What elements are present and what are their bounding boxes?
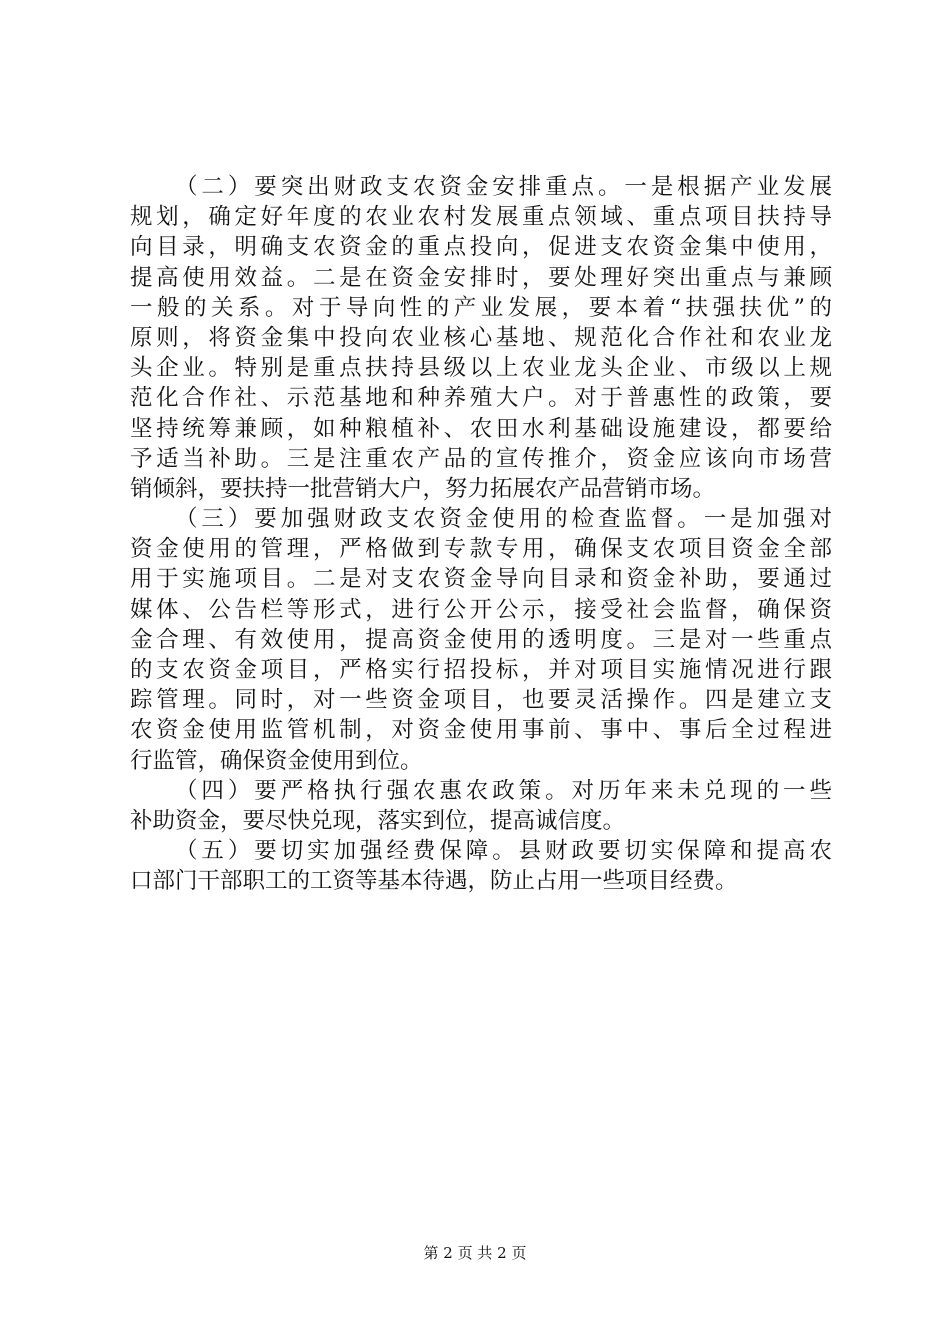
paragraph-line: 销倾斜，要扶持一批营销大户，努力拓展农产品营销市场。 (130, 475, 716, 502)
paragraph-line: 范化合作社、示范基地和种养殖大户。对于普惠性的政策，要 (130, 385, 832, 412)
paragraph-line: （四）要严格执行强农惠农政策。对历年来未兑现的一些 (175, 777, 832, 804)
paragraph-line: （三）要加强财政支农资金使用的检查监督。一是加强对 (175, 506, 832, 533)
paragraph-line: 补助资金，要尽快兑现，落实到位，提高诚信度。 (130, 807, 626, 834)
paragraph-line: 资金使用的管理，严格做到专款专用，确保支农项目资金全部 (130, 536, 832, 563)
paragraph-line: 踪管理。同时，对一些资金项目，也要灵活操作。四是建立支 (130, 687, 832, 714)
page-number: 第 2 页 共 2 页 (423, 1244, 527, 1262)
paragraph-5 (130, 836, 832, 896)
paragraph-line: 行监管，确保资金使用到位。 (130, 747, 423, 774)
paragraph-line: （五）要切实加强经费保障。县财政要切实保障和提高农 (175, 838, 832, 865)
paragraph-line: 提高使用效益。二是在资金安排时，要处理好突出重点与兼顾 (130, 264, 832, 291)
document-body (130, 172, 832, 897)
paragraph-line: 向目录，明确支农资金的重点投向，促进支农资金集中使用， (130, 234, 832, 261)
paragraph-line: 予适当补助。三是注重农产品的宣传推介，资金应该向市场营 (130, 445, 832, 472)
paragraph-line: 口部门干部职工的工资等基本待遇，防止占用一些项目经费。 (130, 868, 738, 895)
paragraph-line: 一般的关系。对于导向性的产业发展，要本着“扶强扶优”的 (130, 294, 832, 321)
paragraph-2 (130, 172, 832, 504)
paragraph-line: （二）要突出财政支农资金安排重点。一是根据产业发展 (175, 174, 832, 200)
paragraph-line: 用于实施项目。二是对支农资金导向目录和资金补助，要通过 (130, 566, 832, 593)
paragraph-4 (130, 776, 832, 836)
paragraph-line: 规划，确定好年度的农业农村发展重点领域、重点项目扶持导 (130, 204, 832, 231)
paragraph-line: 原则，将资金集中投向农业核心基地、规范化合作社和农业龙 (130, 324, 832, 351)
paragraph-line: 的支农资金项目，严格实行招投标，并对项目实施情况进行跟 (130, 657, 832, 683)
paragraph-line: 金合理、有效使用，提高资金使用的透明度。三是对一些重点 (130, 626, 832, 653)
paragraph-line: 头企业。特别是重点扶持县级以上农业龙头企业、市级以上规 (130, 355, 832, 382)
paragraph-line: 坚持统筹兼顾，如种粮植补、农田水利基础设施建设，都要给 (130, 415, 832, 442)
page-footer (0, 1243, 950, 1263)
paragraph-line: 农资金使用监管机制，对资金使用事前、事中、事后全过程进 (130, 717, 832, 744)
paragraph-3 (130, 504, 832, 776)
paragraph-line: 媒体、公告栏等形式，进行公开公示，接受社会监督，确保资 (130, 596, 832, 623)
